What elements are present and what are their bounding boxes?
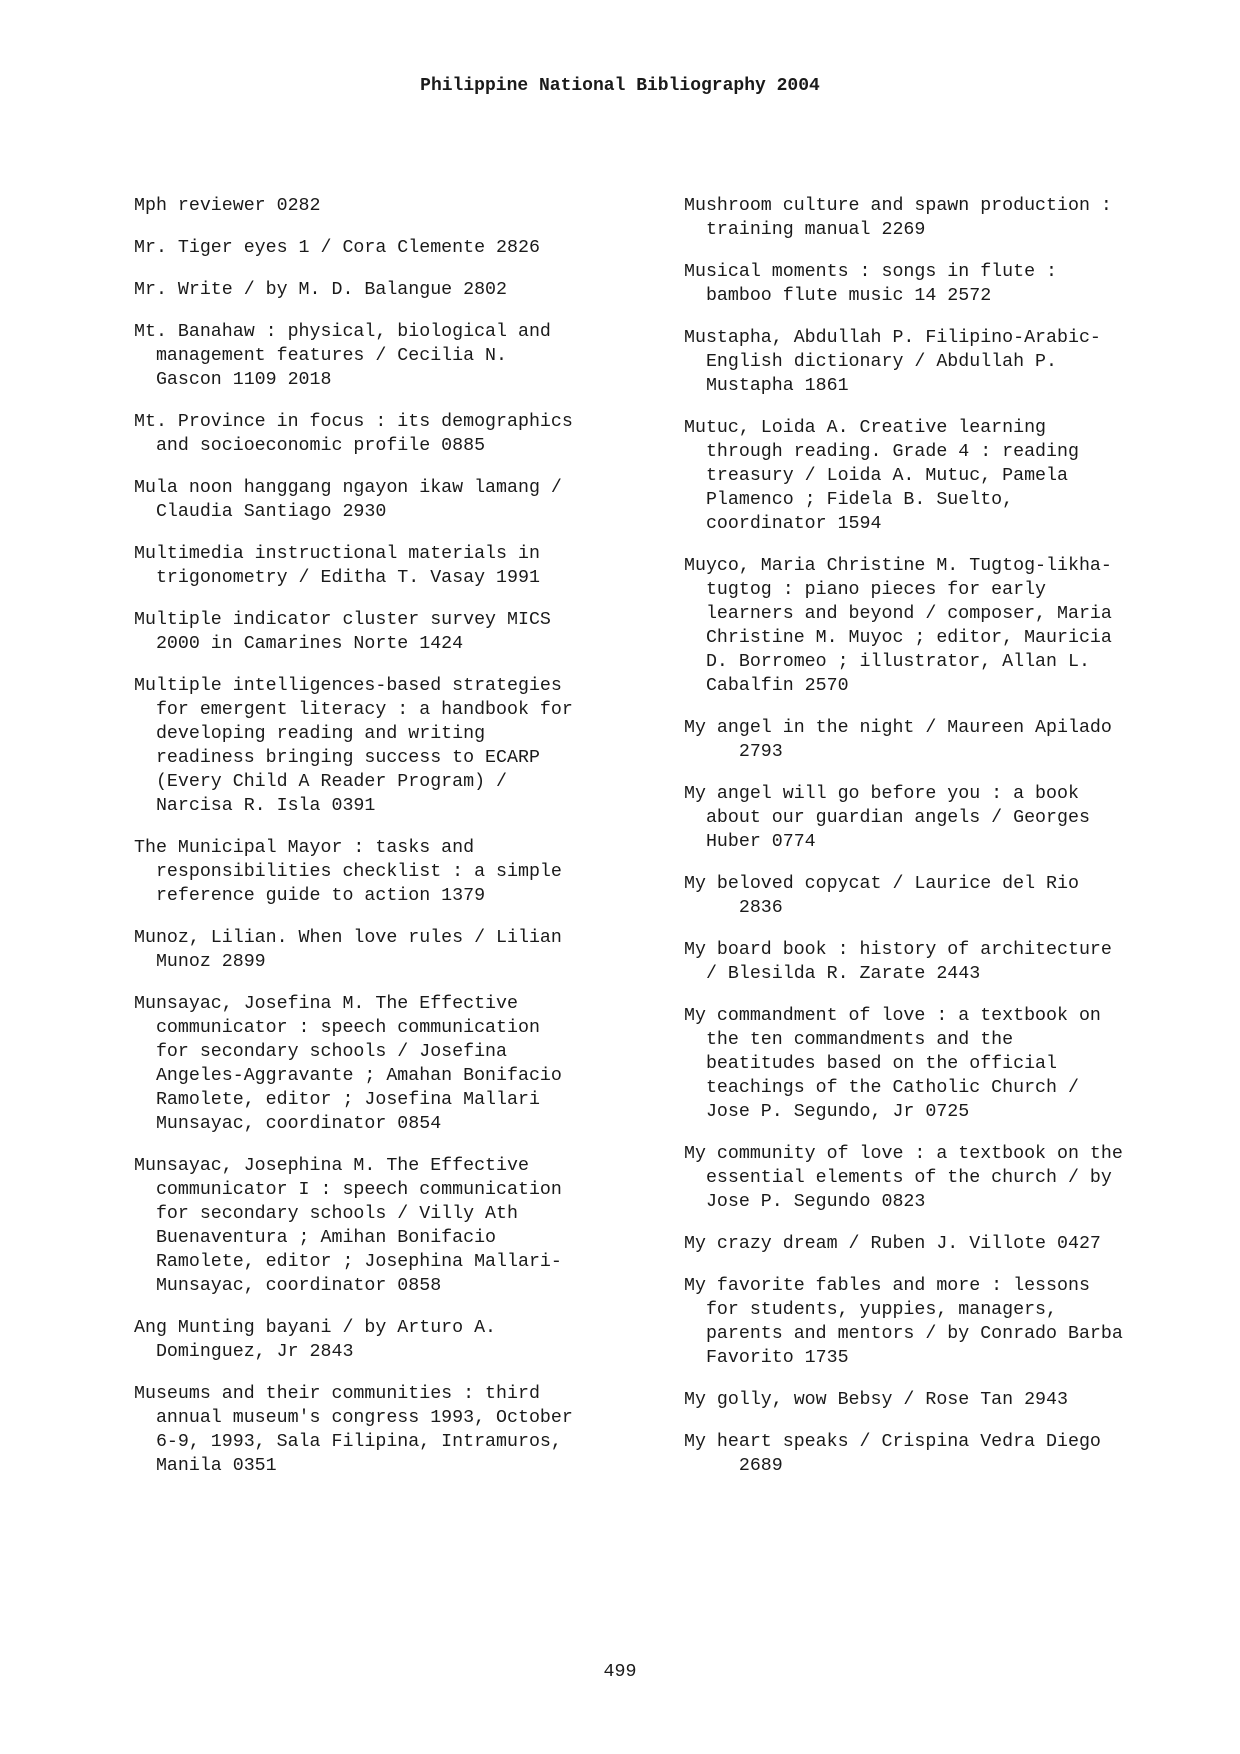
bibliography-entry: Museums and their communities : third annual museum's congress 1993, October 6-9, 1993, Sala Filipina, Intramuros, Manila 0351 [134,1384,573,1476]
page-number: 499 [603,1662,637,1682]
bibliography-entry: Muyco, Maria Christine M. Tugtog-likha- tugtog : piano pieces for early learners and beyond / composer, Maria Christine M. Muyoc ; editor, Mauricia D. Borromeo ; illustrator, Allan L. Cabalfin 2570 [684,556,1112,696]
bibliography-entry: Mph reviewer 0282 [134,196,321,216]
bibliography-entry: Munsayac, Josefina M. The Effective communicator : speech communication for secondary schools / Josefina Angeles-Aggravante ; Amahan Bonifacio Ramolete, editor ; Josefina Mallari Munsayac, coordinator 0854 [134,994,562,1134]
bibliography-entry: My heart speaks / Crispina Vedra Diego 2689 [684,1432,1101,1476]
bibliography-entry: Mutuc, Loida A. Creative learning through reading. Grade 4 : reading treasury / Loida A. Mutuc, Pamela Plamenco ; Fidela B. Suelto, coordinator 1594 [684,418,1079,534]
bibliography-entry: My angel in the night / Maureen Apilado 2793 [684,718,1112,762]
bibliography-entry: Mr. Write / by M. D. Balangue 2802 [134,280,507,300]
bibliography-entry: Musical moments : songs in flute : bamboo flute music 14 2572 [684,262,1057,306]
bibliography-entry: Munoz, Lilian. When love rules / Lilian Munoz 2899 [134,928,562,972]
bibliography-entry: Mula noon hanggang ngayon ikaw lamang / Claudia Santiago 2930 [134,478,562,522]
bibliography-entry: My commandment of love : a textbook on the ten commandments and the beatitudes based on the official teachings of the Catholic Church / Jose P. Segundo, Jr 0725 [684,1006,1101,1122]
bibliography-entry: Ang Munting bayani / by Arturo A. Dominguez, Jr 2843 [134,1318,497,1362]
bibliography-entry: Mt. Province in focus : its demographics and socioeconomic profile 0885 [134,412,573,456]
bibliography-entry: My board book : history of architecture / Blesilda R. Zarate 2443 [684,940,1112,984]
bibliography-entry: Mt. Banahaw : physical, biological and management features / Cecilia N. Gascon 1109 2018 [134,322,551,390]
bibliography-entry: Multiple indicator cluster survey MICS 2000 in Camarines Norte 1424 [134,610,551,654]
bibliography-entry: Mustapha, Abdullah P. Filipino-Arabic- English dictionary / Abdullah P. Mustapha 1861 [684,328,1101,396]
bibliography-entry: Multiple intelligences-based strategies for emergent literacy : a handbook for developing reading and writing readiness bringing success to ECARP (Every Child A Reader Program) / Narcisa R. Isla 0391 [134,676,573,816]
bibliography-entry: Mr. Tiger eyes 1 / Cora Clemente 2826 [134,238,540,258]
bibliography-entry: My angel will go before you : a book about our guardian angels / Georges Huber 0774 [684,784,1090,852]
bibliography-entry: My favorite fables and more : lessons for students, yuppies, managers, parents and mentors / by Conrado Barba Favorito 1735 [684,1276,1123,1368]
bibliography-entry: The Municipal Mayor : tasks and responsibilities checklist : a simple reference guide to action 1379 [134,838,562,906]
bibliography-entry: Multimedia instructional materials in trigonometry / Editha T. Vasay 1991 [134,544,540,588]
bibliography-entry: My golly, wow Bebsy / Rose Tan 2943 [684,1390,1068,1410]
bibliography-entry: My community of love : a textbook on the essential elements of the church / by Jose P. Segundo 0823 [684,1144,1123,1212]
page-title: Philippine National Bibliography 2004 [420,76,820,96]
bibliography-entry: My beloved copycat / Laurice del Rio 2836 [684,874,1079,918]
bibliography-entry: Mushroom culture and spawn production : training manual 2269 [684,196,1112,240]
bibliography-entry: Munsayac, Josephina M. The Effective communicator I : speech communication for secondary schools / Villy Ath Buenaventura ; Amihan Bonifacio Ramolete, editor ; Josephina Mallari- Munsayac, coordinator 0858 [134,1156,562,1296]
bibliography-entry: My crazy dream / Ruben J. Villote 0427 [684,1234,1101,1254]
